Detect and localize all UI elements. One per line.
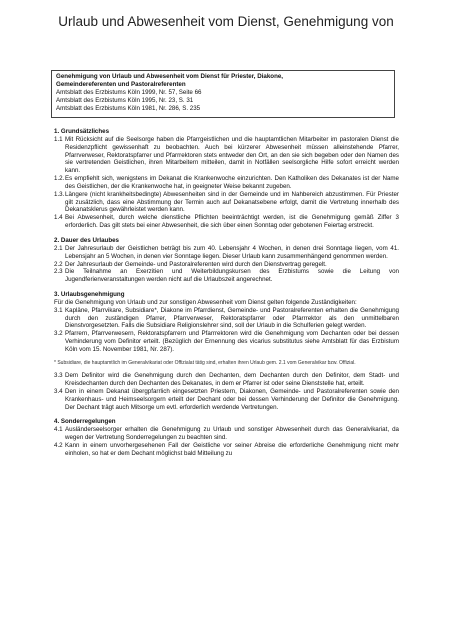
list-item [54,442,399,458]
list-item [54,191,399,215]
item-text: Dem Definitor wird die Genehmigung durch den Dechanten, dem Dechanten durch den Definitor, dem Stadt- und Kreisdechanten durch den Dechanten des Dekanates, in dem er Pfarrer ist oder seine Dienststelle hat, erteilt. [65,372,399,388]
item-number: 1.3. [54,190,65,198]
item-text: Der Jahresurlaub der Geistlichen beträgt bis zum 40. Lebensjahr 4 Wochen, in denen drei Sonntage liegen, vom 41. Lebensjahr an 5 Wochen, in denen vier Sonntage liegen. Dieser Urlaub kann zusammenhängend genommen werden. [65,244,399,260]
item-text: Den in einem Dekanat übergpfarrlich eingesetzten Priestern, Diakonen, Gemeinde- und Pastoralreferenten sowie den Krankenhaus- und Heimseelsorgern erteilt der Dechant oder bei dessen Verhinderung der Definitor die Genehmigung. Der Dechant trägt auch Mitsorge um evtl. erforderlich werdende Vertretungen. [65,387,399,411]
list-item [54,426,399,442]
list-item [54,245,399,261]
item-text: Pfarrern, Pfarrverwesern, Rektoratspfarrern und Pfarrrektoren wird die Genehmigung vom Dechanten oder bei dessen Verhinderung vom Definitor erteilt. (Bezüglich der Ernennung des vicarius substitutus siehe Amtsblatt für das Erzbistum Köln vom 15. November 1981, Nr. 287). [65,330,399,353]
list-item [54,330,399,354]
source-ref: Amtsblatt des Erzbistums Köln 1981, Nr. 286, S. 235 [56,104,201,112]
section-heading: 4. Sonderregelungen [54,418,116,426]
document-body [54,128,399,458]
item-number: 1.1 [54,135,63,143]
item-text: Längere (nicht krankheitsbedingte) Abwesenheiten sind in der Gemeinde und im Nahbereich abzustimmen. Für Priester gilt zusätzlich, dass eine Abstimmung der Termin auch auf Dekanatsebene erfolgt, damit die Vertretung innerhalb des Dekanatsklerus gewährleistet werden kann. [65,190,399,214]
source-heading-line2: Gemeindereferenten und Pastoralreferenten [56,80,186,88]
item-text: Der Jahresurlaub der Gemeinde- und Pastoralreferenten wird durch den Dienstvertrag geregelt. [65,260,327,268]
item-text: Ausländerseelsorger erhalten die Genehmigung zu Urlaub und sonstiger Abwesenheit durch das Generalvikariat, da wegen der Vertretung Sonderregelungen zu beachten sind. [65,426,399,442]
section-heading: 3. Urlaubsgenehmigung [54,291,125,299]
item-number: 1.4 [54,214,63,222]
item-text: Bei Abwesenheit, durch welche dienstliche Pflichten beeinträchtigt werden, ist die Genehmigung gemäß Ziffer 3 erforderlich. Das gilt stets bei einer Abwesenheit, die sich über einen Sonntag oder gebotenen Feiertag erstreckt. [65,214,399,230]
item-number: 2.2 [54,260,63,268]
item-number: 3.1 [54,306,63,314]
source-ref: Amtsblatt des Erzbistums Köln 1995, Nr. 23, S. 31 [56,96,194,104]
footnote: * Subsidiare, die hauptamtlich im Generalvikariat oder Offizialat tätig sind, erhalten ihren Urlaub gem. 2.1 vom Generalvikar bzw. Offizial. [54,359,356,366]
list-item [54,307,399,331]
item-number: 3.2 [54,330,63,338]
item-number: 2.1 [54,244,63,252]
section-heading: 2. Dauer des Urlaubes [54,236,119,244]
list-item [54,214,399,230]
source-ref: Amtsblatt des Erzbistums Köln 1999, Nr. 57, Seite 66 [56,88,202,96]
list-item [54,372,399,388]
list-item [54,388,399,412]
item-text: Kann in einem unvorhergesehenen Fall der Geistliche vor seiner Abreise die erforderliche Genehmigung nicht mehr einholen, so hat er dem Dechant möglichst bald Mitteilung zu [65,441,399,457]
item-number: 3.3 [54,372,63,380]
item-number: 2.3 [54,268,63,276]
list-item [54,268,399,284]
item-text: Die Teilnahme an Exerzitien und Weiterbildungskursen des Erzbistums sowie die Leitung von Jugendferienveranstaltungen werden nicht auf die Urlaubszeit angerechnet. [65,268,399,284]
item-number: 4.2 [54,441,63,449]
source-box [51,70,395,118]
item-number: 4.1 [54,426,63,434]
item-text: Mit Rücksicht auf die Seelsorge haben die Pfarrgeistlichen und die hauptamtlichen Mitarbeiter im pastoralen Dienst die Residenzpflicht gewissenhaft zu beobachten. Auch bei kürzerer Abwesenheit müssen alleinstehende Pfarrer, Pfarrverweser, Rektoratspfarrer und Pfarrrektoren stets entweder den Ort, an den sie sich begeben oder den Namen des sie vertretenden Geistlichen, ihren Mitarbeitern mitteilen, damit in Notfällen seelsorgliche Hilfe sofort erreicht werden kann. [65,135,399,175]
item-text: Es empfiehlt sich, wenigstens im Dekanat die Krankenwoche einzurichten. Den Katholiken des Dekanates ist der Name des Geistlichen, der die Krankenwoche hat, in geeigneter Weise bekannt zugeben. [65,175,399,190]
page-title: Urlaub und Abwesenheit vom Dienst, Genehmigung von [58,14,394,29]
section-intro: Für die Genehmigung von Urlaub und zur sonstigen Abwesenheit vom Dienst gelten folgende Zuständigkeiten: [54,298,357,306]
list-item [54,261,399,269]
item-number: 1.2. [54,175,65,183]
section-heading: 1. Grundsätzliches [54,128,110,135]
list-item [54,136,399,175]
item-text: Kapläne, Pfarrvikare, Subsidiare*, Diakone im Pfarrdienst, Gemeinde- und Pastoralreferenten erhalten die Genehmigung durch den zuständigen Pfarrer, Pfarrverweser, Rektoratspfarrer oder Pfarrrektor als den unmittelbaren Dienstvorgesetzten. Falls die Subsidiare Religionslehrer sind, soll der Urlaub in die Schulferien gelegt werden. [65,306,399,330]
item-number: 3.4 [54,387,63,395]
source-heading-line1: Genehmigung von Urlaub und Abwesenheit vom Dienst für Priester, Diakone, [56,73,284,80]
list-item [54,175,399,191]
